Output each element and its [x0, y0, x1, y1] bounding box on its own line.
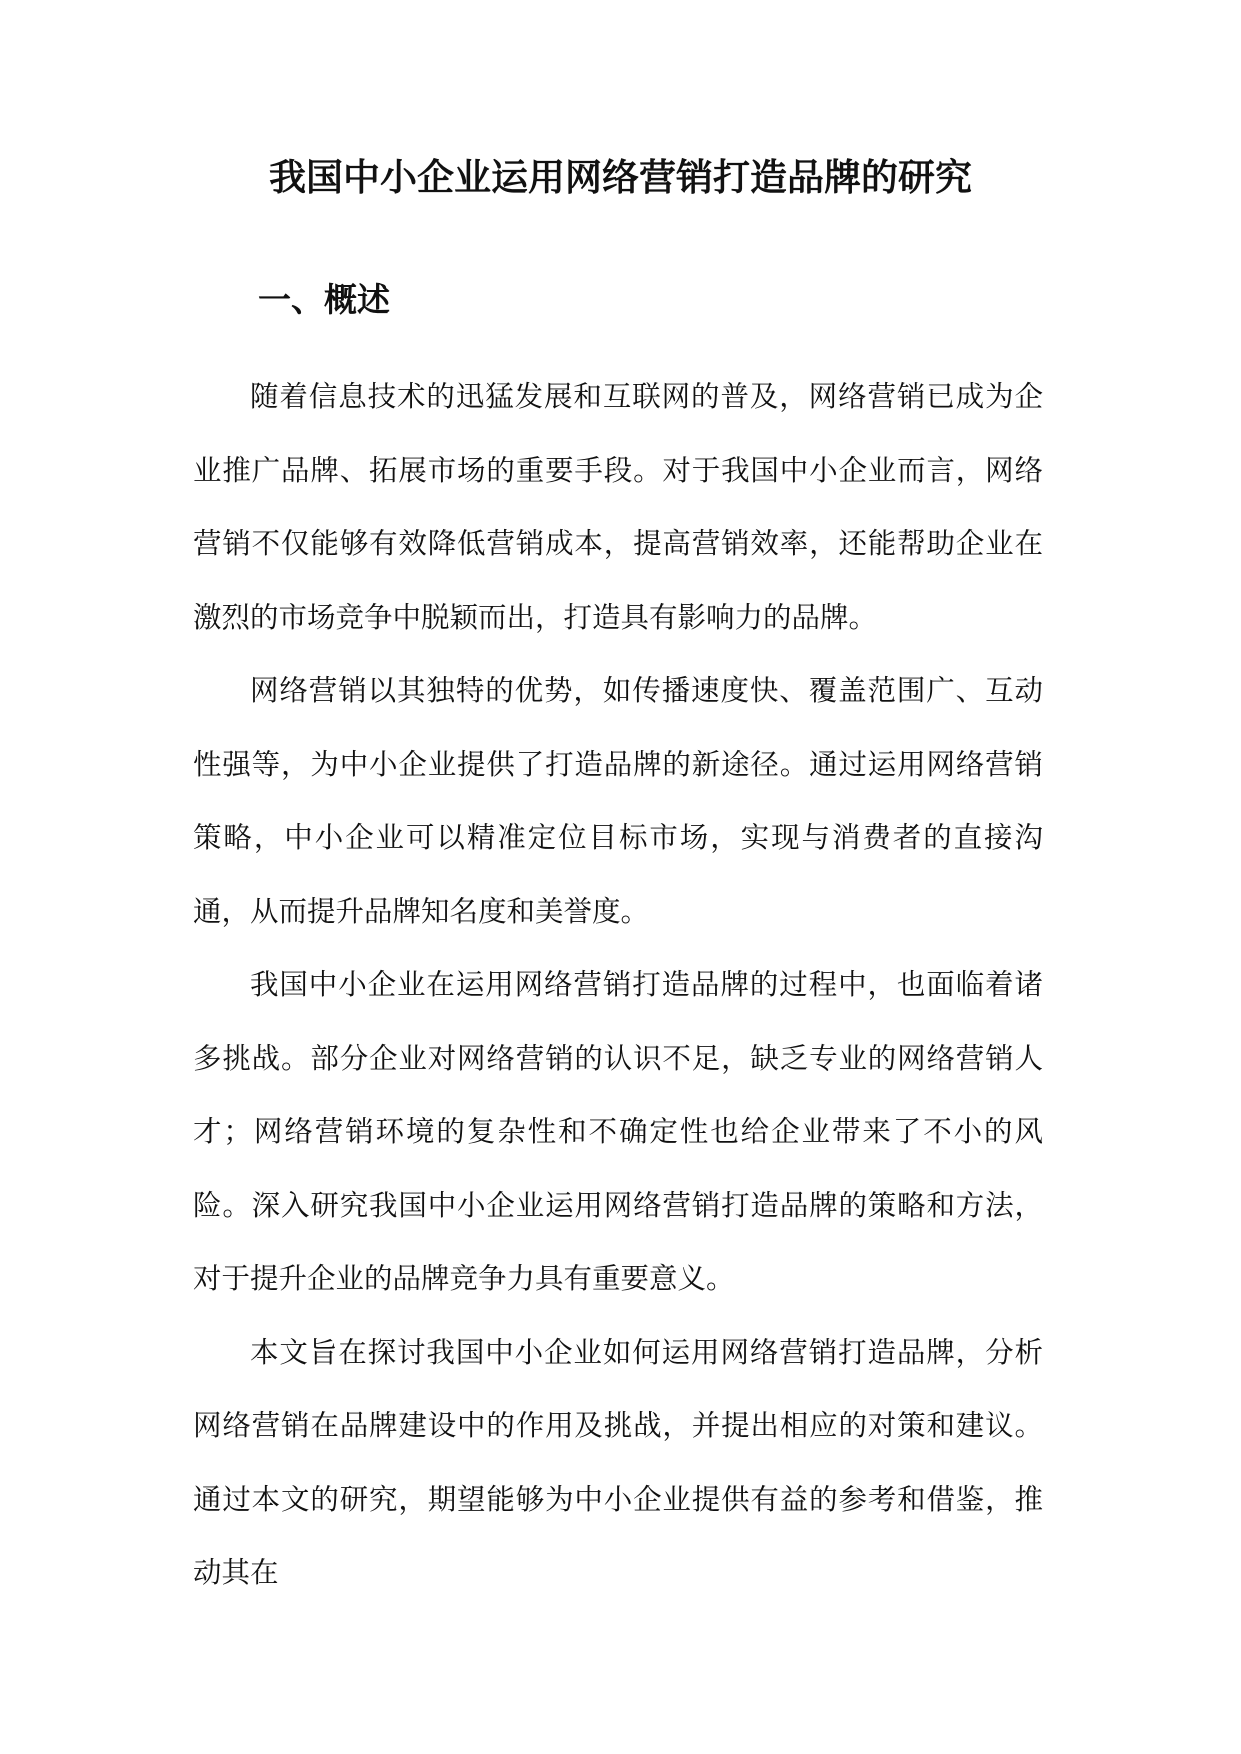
- paragraph: 随着信息技术的迅猛发展和互联网的普及，网络营销已成为企业推广品牌、拓展市场的重要手段。对于我国中小企业而言，网络营销不仅能够有效降低营销成本，提高营销效率，还能帮助企业在激烈的市场竞争中脱颖而出，打造具有影响力的品牌。: [193, 380, 1043, 634]
- paragraph: 网络营销以其独特的优势，如传播速度快、覆盖范围广、互动性强等，为中小企业提供了打造品牌的新途径。通过运用网络营销策略，中小企业可以精准定位目标市场，实现与消费者的直接沟通，从而提升品牌知名度和美誉度。: [193, 674, 1043, 928]
- paragraph: 本文旨在探讨我国中小企业如何运用网络营销打造品牌，分析网络营销在品牌建设中的作用及挑战，并提出相应的对策和建议。通过本文的研究，期望能够为中小企业提供有益的参考和借鉴，推动其在: [193, 1335, 1043, 1589]
- body-text: [193, 360, 1043, 1610]
- page-title: 我国中小企业运用网络营销打造品牌的研究: [269, 156, 972, 199]
- paragraph: 我国中小企业在运用网络营销打造品牌的过程中，也面临着诸多挑战。部分企业对网络营销的认识不足，缺乏专业的网络营销人才；网络营销环境的复杂性和不确定性也给企业带来了不小的风险。深入研究我国中小企业运用网络营销打造品牌的策略和方法，对于提升企业的品牌竞争力具有重要意义。: [193, 968, 1043, 1295]
- section-heading: 一、概述: [258, 280, 390, 319]
